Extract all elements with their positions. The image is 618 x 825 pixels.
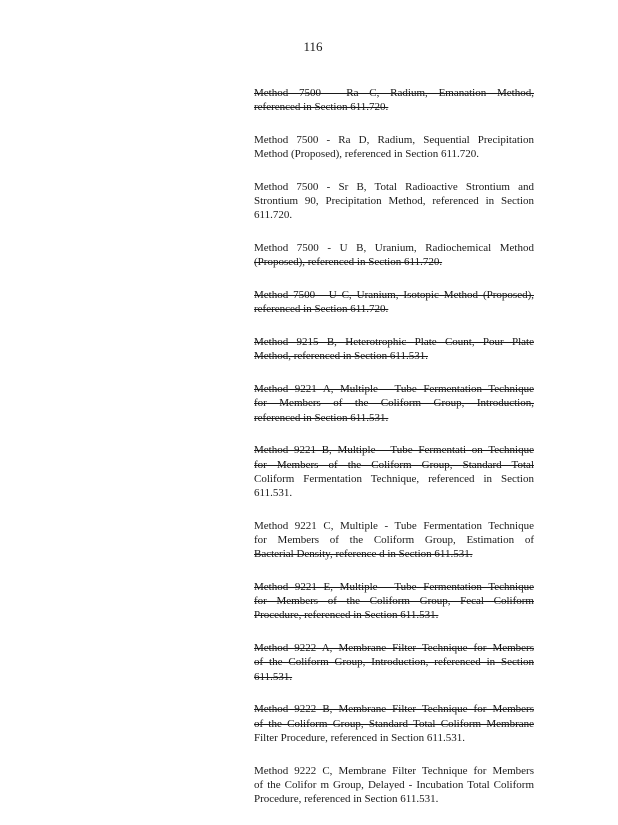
method-entry [254,241,534,269]
text-line: of the Colifor m Group, Delayed - Incubation Total Coliform [254,778,534,791]
struck-text-line: Bacterial Density, reference d in Section 611.531. [254,548,473,561]
struck-text-line: Method 9221 A, Multiple - Tube Fermentation Technique [254,383,534,396]
text-line: Method (Proposed), referenced in Section 611.720. [254,148,480,161]
method-entry [254,86,534,114]
struck-text-line: of the Coliform Group, Standard Total Coliform Membrane [254,717,534,730]
method-entry [254,180,534,223]
method-entry [254,133,534,161]
method-entry [254,519,534,562]
struck-text-line: Method 9222 A, Membrane Filter Technique for Members [254,642,534,655]
text-line: Method 9221 C, Multiple - Tube Fermentation Technique [254,519,534,532]
method-entry [254,335,534,363]
text-line: Method 7500 - Ra D, Radium, Sequential Precipitation [254,134,534,146]
struck-text-line: for Members of the Coliform Group, Standard Total [254,458,534,471]
method-entry [254,702,534,745]
struck-text-line: for Members of the Coliform Group, Fecal Coliform [254,595,534,608]
method-entry [254,382,534,425]
text-line: Coliform Fermentation Technique, referenced in Section [254,472,534,485]
text-line: Strontium 90, Precipitation Method, referenced in Section [254,195,534,208]
struck-text-line: Procedure, referenced in Section 611.531. [254,609,439,622]
struck-text-line: Method 7500 - U C, Uranium, Isotopic Method (Proposed), [254,289,534,302]
text-line: 611.720. [254,209,293,222]
struck-text-line: 611.531. [254,670,293,683]
struck-text-line: referenced in Section 611.720. [254,101,389,114]
text-line: for Members of the Coliform Group, Estimation of [254,534,534,547]
method-entry [254,641,534,684]
struck-text-line: Method 9221 B, Multiple - Tube Fermentati on Technique [254,444,534,457]
struck-text-line: Method 9222 B, Membrane Filter Technique for Members [254,703,534,716]
struck-text-line: Method 9221 E, Multiple - Tube Fermentation Technique [254,581,534,594]
text-line: Filter Procedure, referenced in Section 611.531. [254,731,465,744]
text-line: 611.531. [254,487,293,500]
text-line: Method 7500 - U B, Uranium, Radiochemical Method [254,242,534,255]
struck-text-line: Method 9215 B, Heterotrophic Plate Count, Pour Plate [254,336,534,349]
struck-text-line: referenced in Section 611.720. [254,303,389,316]
method-entry [254,443,534,500]
struck-text-line: Method 7500 - Ra C, Radium, Emanation Method, [254,87,534,99]
method-entry [254,288,534,316]
struck-text-line: for Members of the Coliform Group, Introduction, [254,397,534,410]
struck-text-line: of the Coliform Group, Introduction, referenced in Section [254,656,534,669]
struck-text-line: (Proposed), referenced in Section 611.720. [254,256,443,269]
page-number: 116 [303,39,323,54]
struck-text-line: Method, referenced in Section 611.531. [254,350,429,363]
text-line: Method 9222 C, Membrane Filter Technique for Members [254,764,534,777]
method-reference-list [254,86,534,825]
method-entry [254,580,534,623]
struck-text-line: referenced in Section 611.531. [254,411,389,424]
text-line: Procedure, referenced in Section 611.531. [254,793,439,806]
text-line: Method 7500 - Sr B, Total Radioactive Strontium and [254,181,534,193]
